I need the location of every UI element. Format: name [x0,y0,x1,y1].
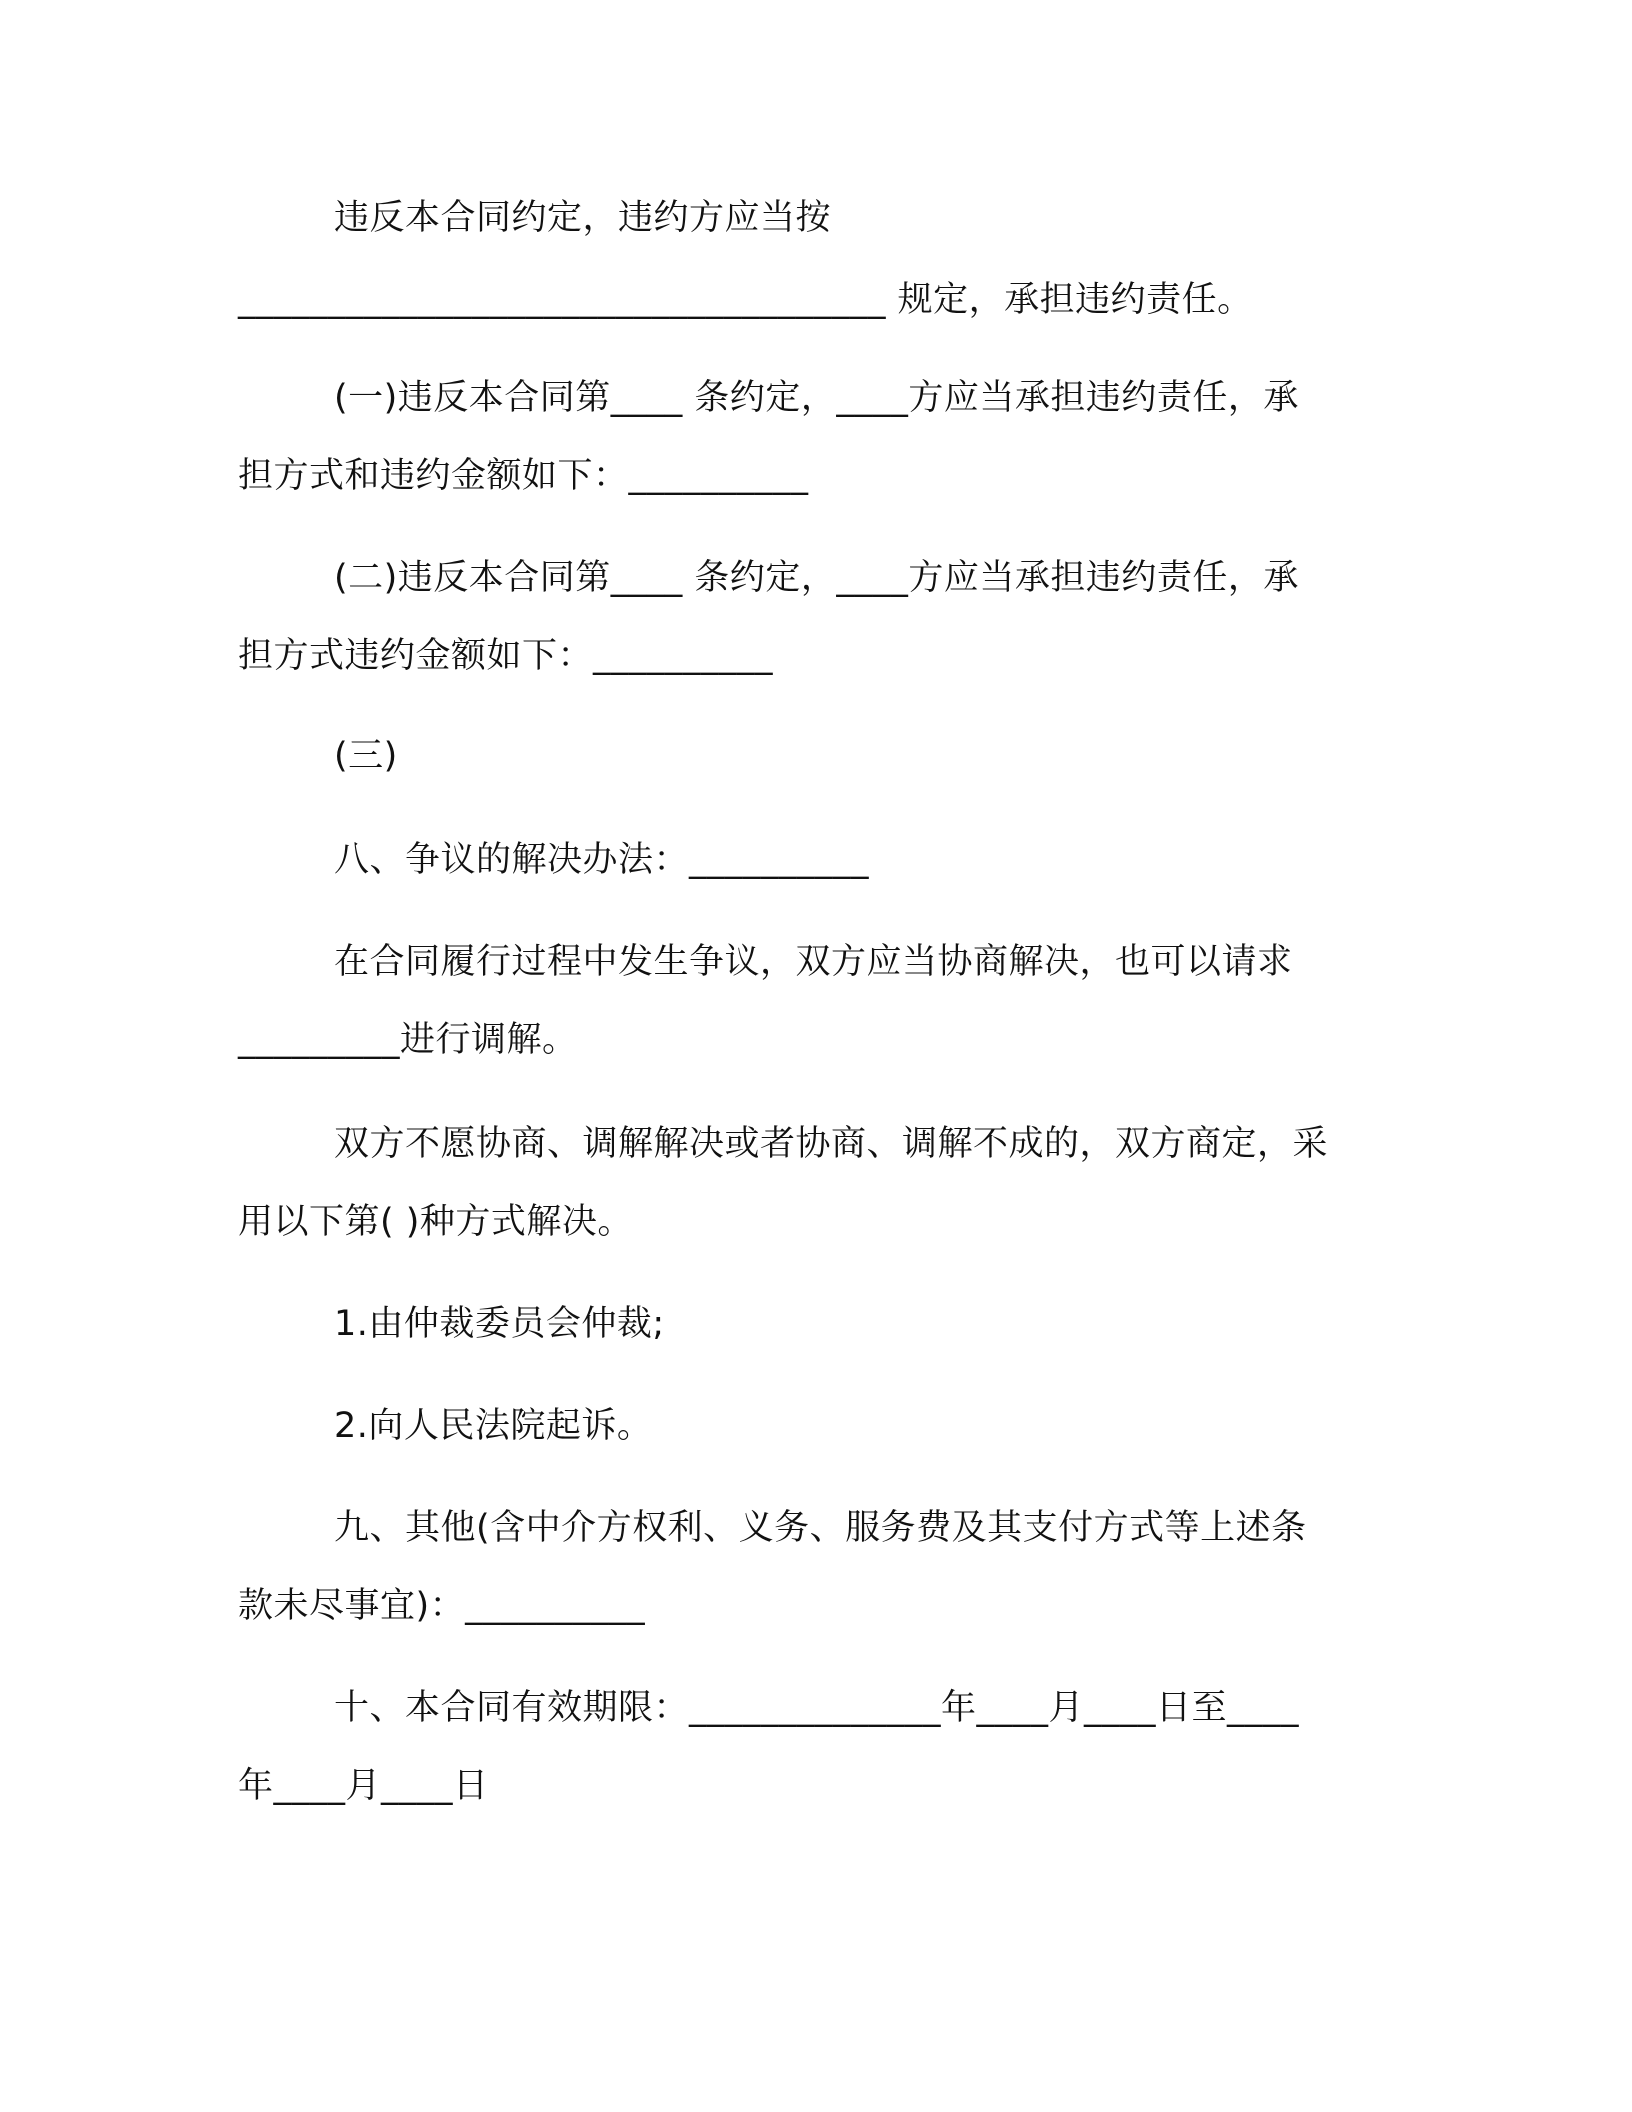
other-terms-line-2: 款未尽事宜)：__________ [238,1586,646,1626]
resolution-choice-line-1: 双方不愿协商、调解解决或者协商、调解不成的，双方商定，采 [334,1124,1329,1164]
breach-clause-one-line-2: 担方式和违约金额如下：__________ [238,456,809,496]
validity-period-line-2: 年____月____日 [238,1766,489,1806]
option-arbitration: 1.由仲裁委员会仲裁; [334,1304,665,1344]
breach-intro-line: 违反本合同约定，违约方应当按 [334,198,832,238]
breach-clause-three: (三) [334,736,398,776]
dispute-heading: 八、争议的解决办法：__________ [334,840,870,880]
option-lawsuit: 2.向人民法院起诉。 [334,1406,653,1446]
mediation-line-2: _________进行调解。 [238,1020,578,1060]
breach-clause-one-line-1: (一)违反本合同第____ 条约定，____方应当承担违约责任，承 [334,378,1299,418]
validity-period-line-1: 十、本合同有效期限：______________年____月____日至____ [334,1688,1300,1728]
resolution-choice-line-2: 用以下第( )种方式解决。 [238,1202,633,1242]
breach-clause-two-line-1: (二)违反本合同第____ 条约定，____方应当承担违约责任，承 [334,558,1299,598]
mediation-line-1: 在合同履行过程中发生争议，双方应当协商解决，也可以请求 [334,942,1293,982]
other-terms-line-1: 九、其他(含中介方权利、义务、服务费及其支付方式等上述条 [334,1508,1307,1548]
breach-clause-two-line-2: 担方式违约金额如下：__________ [238,636,774,676]
breach-rule-line: ____________________________________ 规定，承担违约责任。 [238,280,1253,320]
